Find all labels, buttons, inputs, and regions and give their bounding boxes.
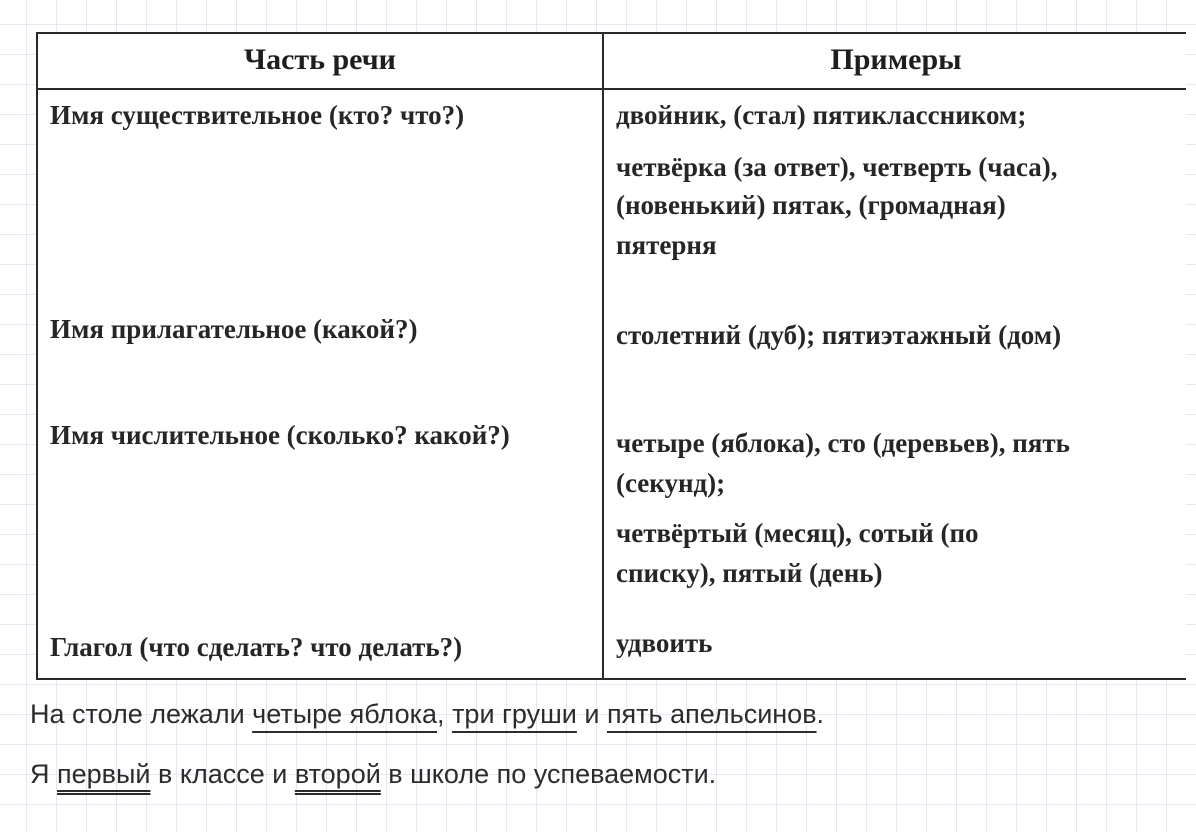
header-divider [38,88,1186,90]
underlined-phrase: четыре яблока [252,699,438,729]
sentence-2-text: в школе по успеваемости. [380,759,717,789]
header-examples: Примеры [830,43,962,76]
row-adjective-example-1: столетний (дуб); пятиэтажный (дом) [616,320,1062,350]
sentence-1-text: , [437,699,453,729]
column-divider [602,34,604,678]
row-numeral-example-4: списку), пятый (день) [616,558,883,588]
parts-of-speech-table [36,32,1186,680]
sentence-1-text: На столе лежали [30,699,253,729]
double-underlined-word: первый [57,759,151,789]
underlined-phrase: три груши [452,699,577,729]
row-noun-example-3: (новенький) пятак, (громадная) [616,190,1006,220]
double-underlined-word: второй [294,759,381,789]
header-part-of-speech: Часть речи [244,43,396,76]
row-numeral-example-2: (секунд); [616,468,726,498]
sentence-1-text: и [576,699,607,729]
row-verb-part: Глагол (что сделать? что делать?) [50,632,463,662]
row-verb-example-1: удвоить [616,628,713,658]
sentence-2-text: Я [30,759,57,789]
underlined-phrase: пять апельсинов [606,699,817,729]
sentence-2 [30,754,716,794]
row-adjective-part: Имя прилагательное (какой?) [50,314,418,344]
sentence-1-text: . [816,699,825,729]
row-numeral-example-3: четвёртый (месяц), сотый (по [616,518,979,548]
row-noun-example-1: двойник, (стал) пятиклассником; [616,100,1027,130]
sentence-1 [30,694,824,734]
row-noun-part: Имя существительное (кто? что?) [50,100,465,130]
row-noun-example-2: четвёрка (за ответ), четверть (часа), [616,152,1058,182]
sentence-2-text: в классе и [150,759,295,789]
row-numeral-part: Имя числительное (сколько? какой?) [50,420,510,450]
row-noun-example-4: пятерня [616,230,717,260]
row-numeral-example-1: четыре (яблока), сто (деревьев), пять [616,428,1070,458]
